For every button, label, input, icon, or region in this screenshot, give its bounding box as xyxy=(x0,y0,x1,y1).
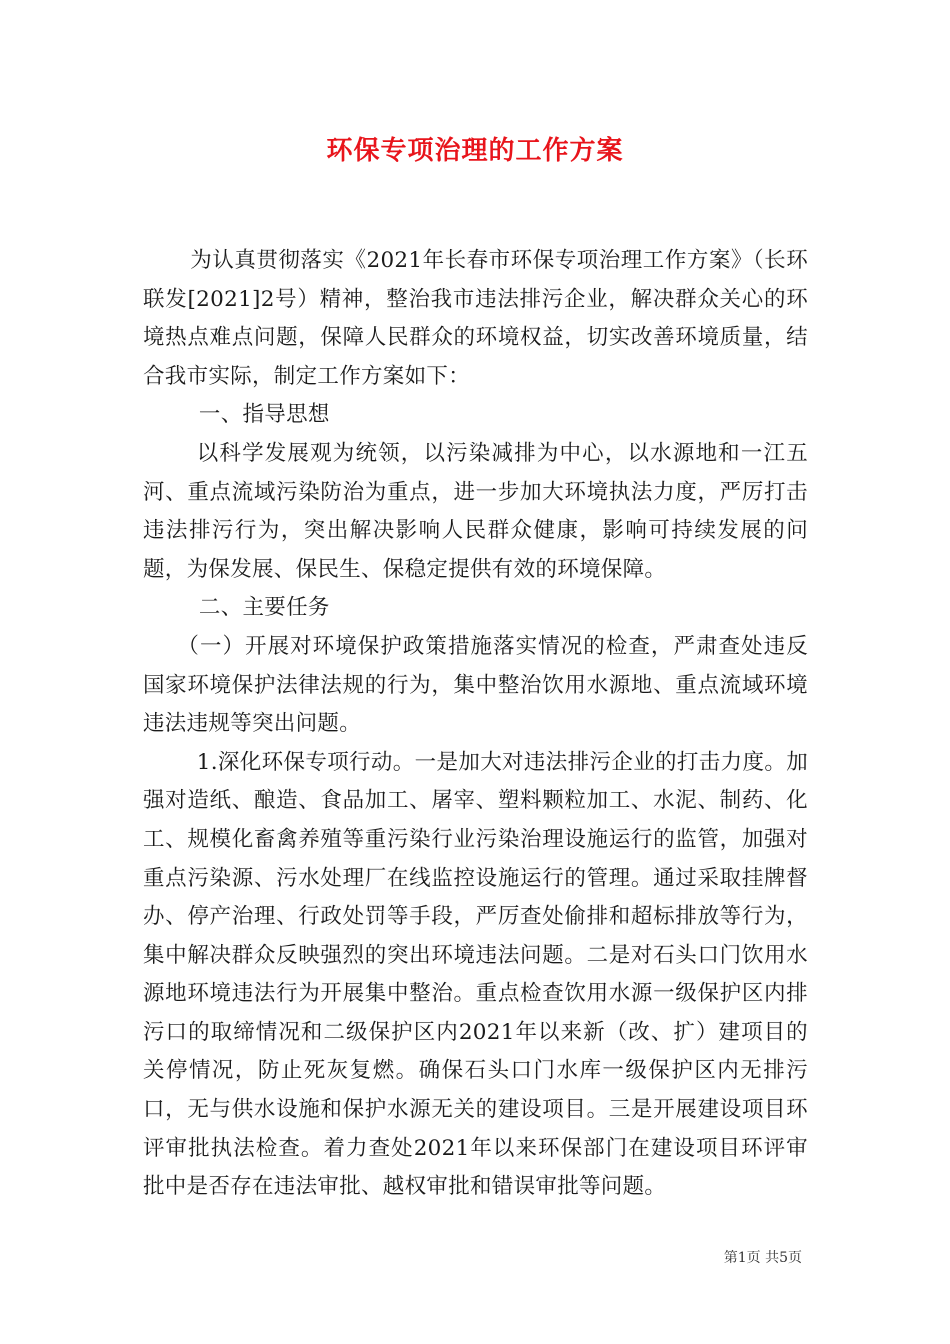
section-heading-guiding-ideology: 一、指导思想 xyxy=(198,402,330,428)
section-heading-main-tasks: 二、主要任务 xyxy=(198,595,330,621)
guiding-ideology-paragraph: 以科学发展观为统领，以污染减排为中心，以水源地和一江五河、重点流域污染防治为重点，进一步加大环境执法力度，严厉打击违法排污行为，突出解决影响人民群众健康，影响可持续发展的问题，为保发展、保民生、保稳定提供有效的环境保障。 xyxy=(143,440,808,582)
page-number-footer: 第1页 共5页 xyxy=(723,1250,802,1266)
document-body xyxy=(143,242,808,1207)
task-one-paragraph: （一）开展对环境保护政策措施落实情况的检查，严肃查处违反国家环境保护法律法规的行为，集中整治饮用水源地、重点流域环境违法违规等突出问题。 xyxy=(143,633,808,737)
document-title: 环保专项治理的工作方案 xyxy=(326,136,624,166)
item-one-paragraph: 1.深化环保专项行动。一是加大对违法排污企业的打击力度。加强对造纸、酿造、食品加工、屠宰、塑料颗粒加工、水泥、制药、化工、规模化畜禽养殖等重污染行业污染治理设施运行的监管，加强对重点污染源、污水处理厂在线监控设施运行的管理。通过采取挂牌督办、停产治理、行政处罚等手段，严厉查处偷排和超标排放等行为，集中解决群众反映强烈的突出环境违法问题。二是对石头口门饮用水源地环境违法行为开展集中整治。重点检查饮用水源一级保护区内排污口的取缔情况和二级保护区内2021年以来新（改、扩）建项目的关停情况，防止死灰复燃。确保石头口门水库一级保护区内无排污口，无与供水设施和保护水源无关的建设项目。三是开展建设项目环评审批执法检查。着力查处2021年以来环保部门在建设项目环评审批中是否存在违法审批、越权审批和错误审批等问题。 xyxy=(143,749,808,1200)
intro-paragraph: 为认真贯彻落实《2021年长春市环保专项治理工作方案》（长环联发[2021]2号）精神，整治我市违法排污企业，解决群众关心的环境热点难点问题，保障人民群众的环境权益，切实改善环境质量，结合我市实际，制定工作方案如下： xyxy=(143,248,808,389)
